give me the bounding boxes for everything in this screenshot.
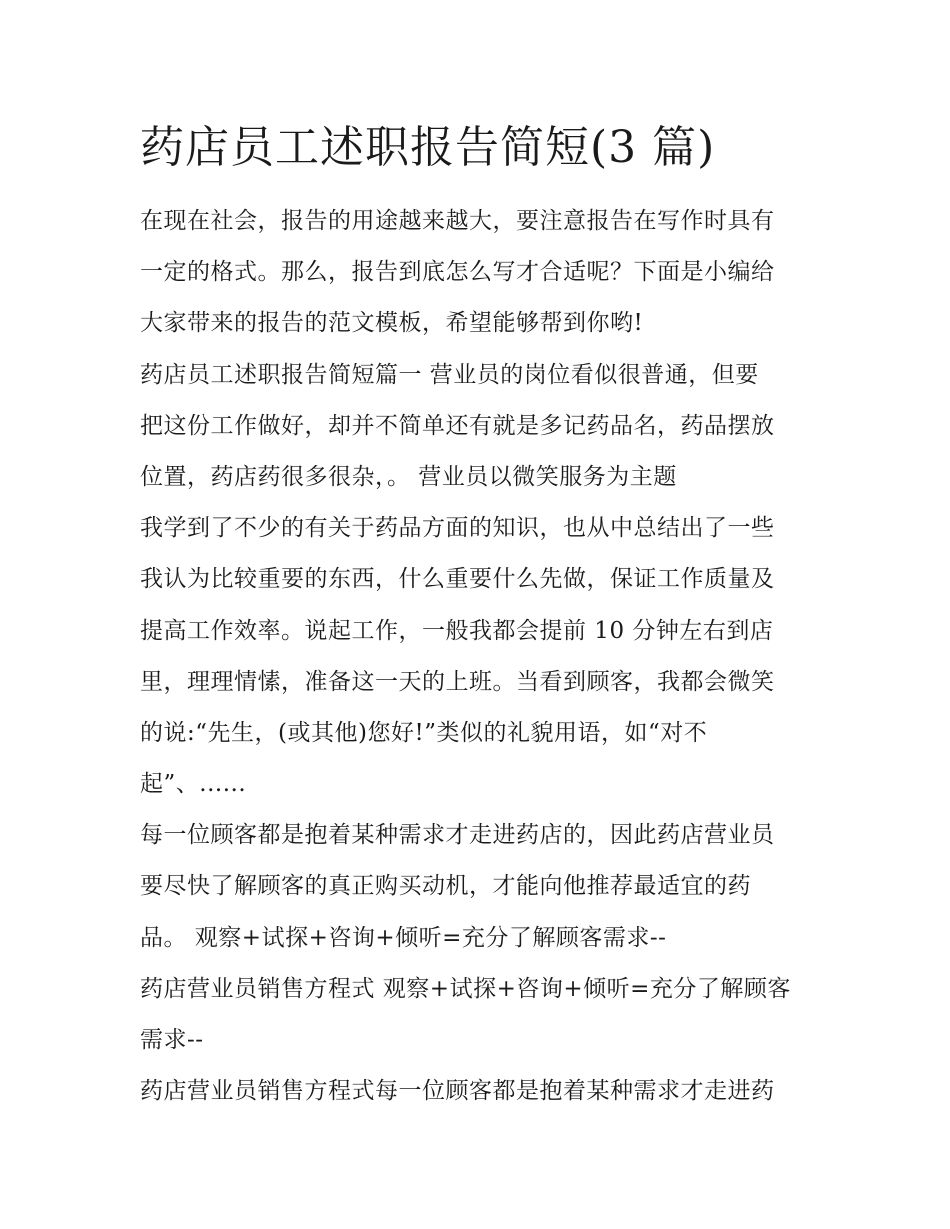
text-line: 要尽快了解顾客的真正购买动机，才能向他推荐最适宜的药 [140, 873, 751, 900]
text-line: 每一位顾客都是抱着某种需求才走进药店的，因此药店营业员 [140, 822, 775, 849]
text-line: 大家带来的报告的范文模板，希望能够帮到你哟! [140, 310, 644, 337]
document-title: 药店员工述职报告简短(3 篇) [140, 122, 716, 173]
text-line: 位置，药店药很多很杂，。 营业员以微笑服务为主题 [140, 463, 677, 490]
document-body [140, 196, 830, 1117]
text-line: 起”、...... [140, 771, 247, 798]
text-line: 里，理理情愫，准备这一天的上班。当看到顾客，我都会微笑 [140, 668, 775, 695]
text-line: 品。 观察+试探+咨询+倾听=充分了解顾客需求-- [140, 924, 667, 951]
text-line: 一定的格式。那么，报告到底怎么写才合适呢？下面是小编给 [140, 259, 775, 286]
text-line: 在现在社会，报告的用途越来越大，要注意报告在写作时具有 [140, 208, 775, 234]
text-line: 需求-- [140, 1027, 204, 1053]
text-line: 药店营业员销售方程式 观察+试探+咨询+倾听=充分了解顾客 [140, 975, 791, 1002]
text-line: 药店营业员销售方程式每一位顾客都是抱着某种需求才走进药 [140, 1078, 775, 1105]
text-line: 的说:“先生，(或其他)您好!”类似的礼貌用语，如“对不 [140, 719, 708, 746]
text-line: 把这份工作做好，却并不简单还有就是多记药品名，药品摆放 [140, 412, 775, 439]
text-line: 我认为比较重要的东西，什么重要什么先做，保证工作质量及 [140, 566, 775, 593]
text-line: 提高工作效率。说起工作，一般我都会提前 10 分钟左右到店 [140, 617, 774, 644]
text-line: 我学到了不少的有关于药品方面的知识，也从中总结出了一些 [140, 515, 775, 542]
text-line: 药店员工述职报告简短篇一 营业员的岗位看似很普通，但要 [140, 361, 759, 388]
